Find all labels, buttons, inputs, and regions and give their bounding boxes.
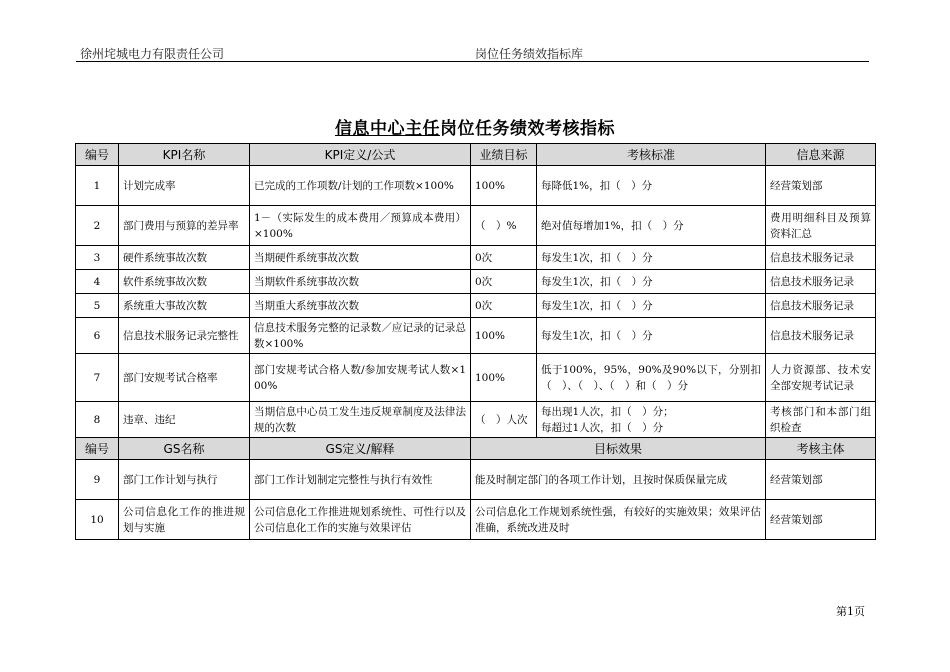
kpi-source: 费用明细科目及预算资料汇总 <box>766 206 876 246</box>
kpi-definition: 部门安规考试合格人数/参加安规考试人数×100% <box>250 354 471 402</box>
kpi-source: 信息技术服务记录 <box>766 318 876 354</box>
kpi-number: 5 <box>76 294 119 318</box>
kpi-number: 6 <box>76 318 119 354</box>
library-name: 岗位任务绩效指标库 <box>475 47 584 61</box>
kpi-name: 部门安规考试合格率 <box>119 354 250 402</box>
gs-subject: 经营策划部 <box>766 500 876 540</box>
kpi-standard: 每出现1人次，扣（ ）分； 每超过1人次，扣（ ）分 <box>537 402 766 438</box>
kpi-source: 信息技术服务记录 <box>766 294 876 318</box>
kpi-row <box>76 166 876 206</box>
kpi-target: （ ）% <box>471 206 537 246</box>
kpi-row <box>76 354 876 402</box>
kpi-standard: 每发生1次，扣（ ）分 <box>537 246 766 270</box>
kpi-standard: 每发生1次，扣（ ）分 <box>537 318 766 354</box>
kpi-header-cell: KPI名称 <box>119 144 250 166</box>
kpi-standard: 每发生1次，扣（ ）分 <box>537 294 766 318</box>
gs-name: 部门工作计划与执行 <box>119 460 250 500</box>
gs-number: 10 <box>76 500 119 540</box>
kpi-source: 信息技术服务记录 <box>766 270 876 294</box>
kpi-definition: 信息技术服务完整的记录数／应记录的记录总数×100% <box>250 318 471 354</box>
page-number: 第1页 <box>836 605 865 618</box>
kpi-target: 0次 <box>471 294 537 318</box>
kpi-standard: 每降低1%，扣（ ）分 <box>537 166 766 206</box>
gs-name: 公司信息化工作的推进规划与实施 <box>119 500 250 540</box>
gs-row <box>76 500 876 540</box>
gs-header-cell: 编号 <box>76 438 119 460</box>
kpi-table <box>75 143 876 540</box>
kpi-definition: 当期信息中心员工发生违反规章制度及法律法规的次数 <box>250 402 471 438</box>
gs-number: 9 <box>76 460 119 500</box>
kpi-number: 2 <box>76 206 119 246</box>
kpi-row <box>76 402 876 438</box>
kpi-row <box>76 318 876 354</box>
gs-header-cell: GS定义/解释 <box>250 438 471 460</box>
kpi-row <box>76 206 876 246</box>
gs-definition: 部门工作计划制定完整性与执行有效性 <box>250 460 471 500</box>
kpi-number: 1 <box>76 166 119 206</box>
kpi-name: 计划完成率 <box>119 166 250 206</box>
kpi-standard: 低于100%，95%，90%及90%以下，分别扣（ ）、（ ）、（ ）和（ ）分 <box>537 354 766 402</box>
header-rule <box>76 61 869 62</box>
kpi-target: 100% <box>471 318 537 354</box>
gs-effect: 公司信息化工作规划系统性强，有较好的实施效果；效果评估准确，系统改进及时 <box>471 500 766 540</box>
gs-header-cell: GS名称 <box>119 438 250 460</box>
gs-definition: 公司信息化工作推进规划系统性、可性行以及公司信息化工作的实施与效果评估 <box>250 500 471 540</box>
kpi-definition: 已完成的工作项数/计划的工作项数×100% <box>250 166 471 206</box>
kpi-number: 3 <box>76 246 119 270</box>
kpi-definition: 1－（实际发生的成本费用／预算成本费用）×100% <box>250 206 471 246</box>
kpi-source: 考核部门和本部门组织检查 <box>766 402 876 438</box>
kpi-row <box>76 294 876 318</box>
kpi-target: （ ）人次 <box>471 402 537 438</box>
kpi-standard: 每发生1次，扣（ ）分 <box>537 270 766 294</box>
kpi-name: 软件系统事故次数 <box>119 270 250 294</box>
title-position: 信息中心主任 <box>335 119 440 139</box>
kpi-number: 8 <box>76 402 119 438</box>
kpi-name: 硬件系统事故次数 <box>119 246 250 270</box>
gs-header-cell: 考核主体 <box>766 438 876 460</box>
kpi-table-body <box>76 144 876 540</box>
kpi-header-cell: 考核标准 <box>537 144 766 166</box>
kpi-header-row <box>76 144 876 166</box>
gs-header-cell: 目标效果 <box>471 438 766 460</box>
kpi-target: 100% <box>471 166 537 206</box>
kpi-name: 系统重大事故次数 <box>119 294 250 318</box>
kpi-definition: 当期软件系统事故次数 <box>250 270 471 294</box>
kpi-target: 0次 <box>471 246 537 270</box>
gs-row <box>76 460 876 500</box>
kpi-standard: 绝对值每增加1%，扣（ ）分 <box>537 206 766 246</box>
kpi-definition: 当期硬件系统事故次数 <box>250 246 471 270</box>
kpi-header-cell: 编号 <box>76 144 119 166</box>
kpi-number: 7 <box>76 354 119 402</box>
kpi-source: 信息技术服务记录 <box>766 246 876 270</box>
kpi-row <box>76 246 876 270</box>
gs-subject: 经营策划部 <box>766 460 876 500</box>
kpi-target: 100% <box>471 354 537 402</box>
gs-header-row <box>76 438 876 460</box>
kpi-header-cell: KPI定义/公式 <box>250 144 471 166</box>
kpi-definition: 当期重大系统事故次数 <box>250 294 471 318</box>
document-title <box>0 114 950 139</box>
kpi-name: 部门费用与预算的差异率 <box>119 206 250 246</box>
kpi-target: 0次 <box>471 270 537 294</box>
kpi-row <box>76 270 876 294</box>
kpi-name: 信息技术服务记录完整性 <box>119 318 250 354</box>
kpi-number: 4 <box>76 270 119 294</box>
kpi-source: 人力资源部、技术安全部安规考试记录 <box>766 354 876 402</box>
kpi-name: 违章、违纪 <box>119 402 250 438</box>
kpi-source: 经营策划部 <box>766 166 876 206</box>
kpi-header-cell: 信息来源 <box>766 144 876 166</box>
gs-effect: 能及时制定部门的各项工作计划，且按时保质保量完成 <box>471 460 766 500</box>
title-rest: 岗位任务绩效考核指标 <box>440 119 615 139</box>
company-name: 徐州垞城电力有限责任公司 <box>80 47 225 61</box>
kpi-header-cell: 业绩目标 <box>471 144 537 166</box>
